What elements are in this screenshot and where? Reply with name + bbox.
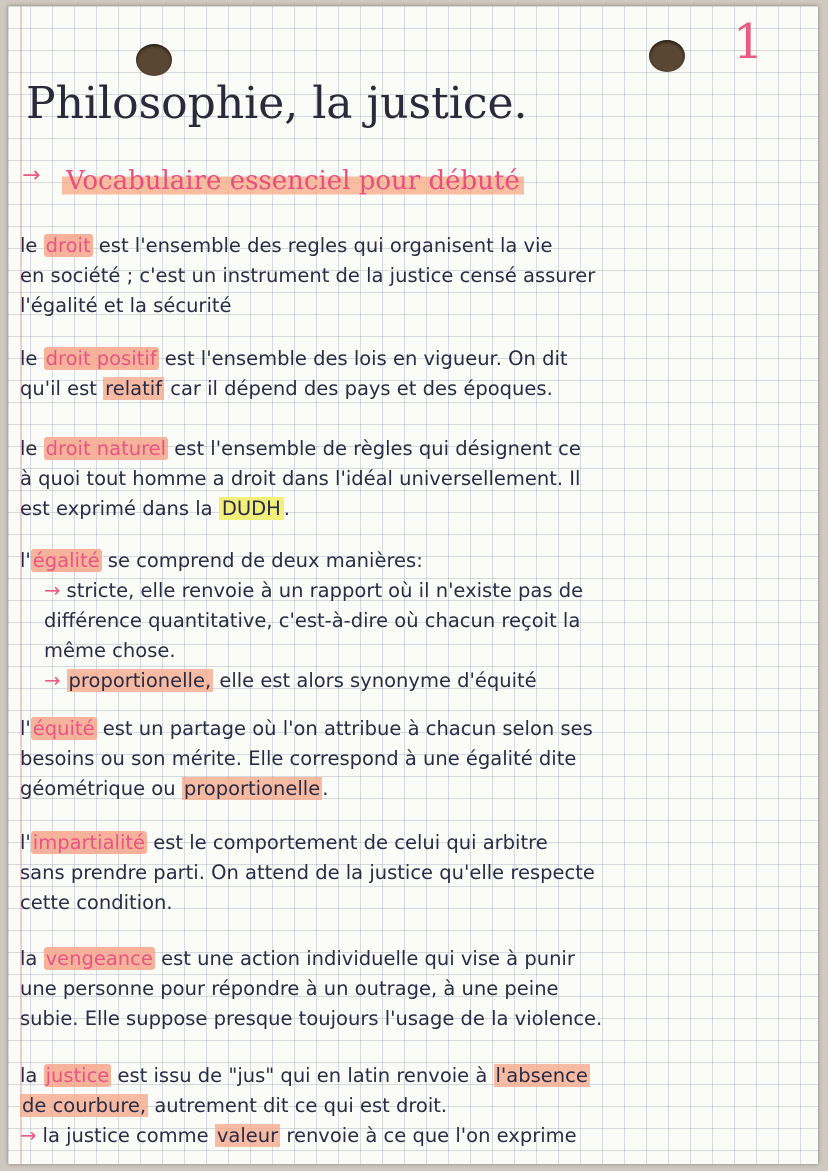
term-impartialite: impartialité (32, 831, 146, 854)
arrow-icon: → (44, 669, 61, 692)
droit-positif-line-2: qu'il est relatif car il dépend des pays et des époques. (20, 377, 553, 400)
vengeance-line-2: une personne pour répondre à un outrage, à une peine (20, 977, 559, 1000)
definition-droit (20, 231, 810, 321)
definition-impartialite (20, 828, 810, 918)
egalite-line-1: l' égalité se comprend de deux manières: (20, 549, 423, 572)
term-droit-naturel: droit naturel (45, 437, 167, 460)
equite-line-2: besoins ou son mérite. Elle correspond à une égalité dite (20, 747, 577, 770)
droit-positif-line-1: le droit positif est l'ensemble des lois en vigueur. On dit (20, 347, 568, 370)
vengeance-line-1: la vengeance est une action individuelle qui vise à punir (20, 947, 575, 970)
definition-egalite (20, 546, 810, 696)
binder-hole-left (136, 44, 172, 76)
dudh-highlight: DUDH (219, 497, 284, 520)
droit-line-1: le droit est l'ensemble des regles qui organisent la vie (20, 234, 553, 257)
page-title: Philosophie, la justice. (26, 78, 528, 129)
impartialite-line-2: sans prendre parti. On attend de la justice qu'elle respecte (20, 861, 595, 884)
egalite-proportionelle-line: → proportionelle, elle est alors synonyme d'équité (44, 669, 537, 692)
term-proportionelle-equite: proportionelle (183, 777, 321, 800)
term-equite: équité (32, 717, 95, 740)
term-valeur: valeur (216, 1124, 279, 1147)
term-relatif: relatif (105, 377, 163, 400)
droit-naturel-line-3: est exprimé dans la DUDH . (20, 497, 290, 520)
impartialite-line-3: cette condition. (20, 891, 173, 914)
term-proportionelle: proportionelle, (68, 669, 212, 692)
egalite-stricte-line-3: même chose. (44, 639, 176, 662)
arrow-icon: → (44, 579, 61, 602)
binder-hole-right (649, 40, 685, 72)
arrow-icon: → (20, 1124, 37, 1147)
egalite-stricte-line-1: → stricte, elle renvoie à un rapport où il n'existe pas de (44, 579, 584, 602)
page-number: 1 (733, 14, 764, 70)
term-droit: droit (45, 234, 91, 257)
justice-line-2: de courbure, autrement dit ce qui est droit. (22, 1094, 448, 1117)
term-egalite: égalité (32, 549, 100, 572)
term-absence: l'absence (495, 1064, 588, 1087)
impartialite-line-1: l' impartialité est le comportement de celui qui arbitre (20, 831, 548, 854)
definition-droit-positif (20, 344, 810, 404)
subtitle-text: Vocabulaire essenciel pour débuté (62, 166, 524, 196)
term-vengeance: vengeance (45, 947, 153, 970)
term-droit-positif: droit positif (45, 347, 157, 370)
term-courbure: de courbure, (22, 1094, 147, 1117)
egalite-stricte-line-2: différence quantitative, c'est-à-dire où chacun reçoit la (44, 609, 581, 632)
term-justice: justice (45, 1064, 110, 1087)
droit-naturel-line-1: le droit naturel est l'ensemble de règles qui désignent ce (20, 437, 581, 460)
definition-equite (20, 714, 810, 804)
droit-line-3: l'égalité et la sécurité (20, 294, 232, 317)
notebook-page (8, 6, 818, 1164)
droit-naturel-line-2: à quoi tout homme a droit dans l'idéal universellement. Il (20, 467, 581, 490)
droit-line-2: en société ; c'est un instrument de la justice censé assurer (20, 264, 596, 287)
definition-vengeance (20, 944, 810, 1034)
section-subtitle (62, 166, 524, 196)
arrow-icon: → (22, 163, 41, 188)
definition-droit-naturel (20, 434, 810, 524)
justice-line-3: → la justice comme valeur renvoie à ce que l'on exprime (20, 1124, 577, 1147)
equite-line-1: l' équité est un partage où l'on attribue à chacun selon ses (20, 717, 593, 740)
vengeance-line-3: subie. Elle suppose presque toujours l'usage de la violence. (20, 1007, 603, 1030)
equite-line-3: géométrique ou proportionelle . (20, 777, 329, 800)
definition-justice (20, 1061, 810, 1151)
justice-line-1: la justice est issu de "jus" qui en latin renvoie à l'absence (20, 1064, 588, 1087)
